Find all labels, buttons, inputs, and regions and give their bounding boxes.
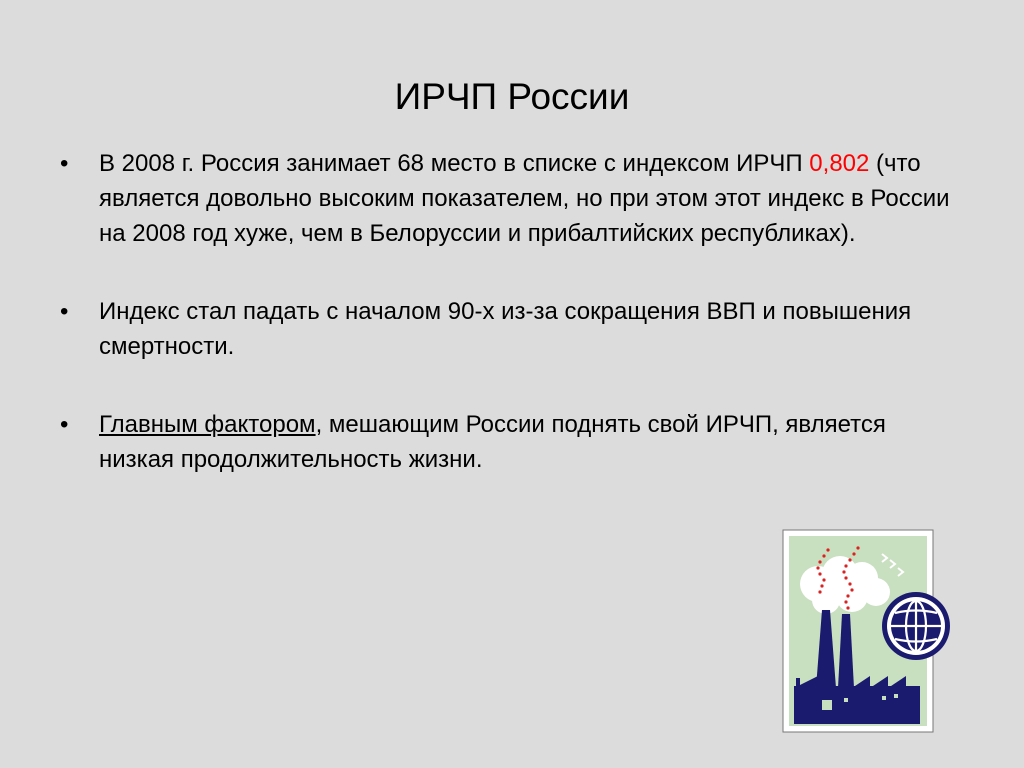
bullet-mark: • <box>60 150 69 177</box>
hdi-value: 0,802 <box>809 150 870 177</box>
bullet-item-main-factor <box>60 407 960 477</box>
bullet-item-decline <box>60 294 960 364</box>
bullet-text: , мешающим России поднять свой ИРЧП, является низкая продолжительность жизни. <box>99 411 886 473</box>
factory-pollution-globe-icon <box>782 528 954 734</box>
bullet-text: В 2008 г. Россия занимает 68 место в списке с индексом ИРЧП <box>99 150 810 177</box>
bullet-item-rank <box>60 146 960 251</box>
slide-title: ИРЧП России <box>394 76 630 117</box>
bullet-mark: • <box>60 411 69 438</box>
main-factor-label: Главным фактором <box>99 411 316 438</box>
bullet-text: Индекс стал падать с началом 90-х из-за сокращения ВВП и повышения смертности. <box>99 298 912 360</box>
bullet-text: (что является довольно высоким показателем, но при этом этот индекс в России на 2008 год хуже, чем в Белоруссии и прибалтийских республиках). <box>99 150 950 247</box>
bullet-list <box>60 146 960 477</box>
bullet-mark: • <box>60 298 69 325</box>
